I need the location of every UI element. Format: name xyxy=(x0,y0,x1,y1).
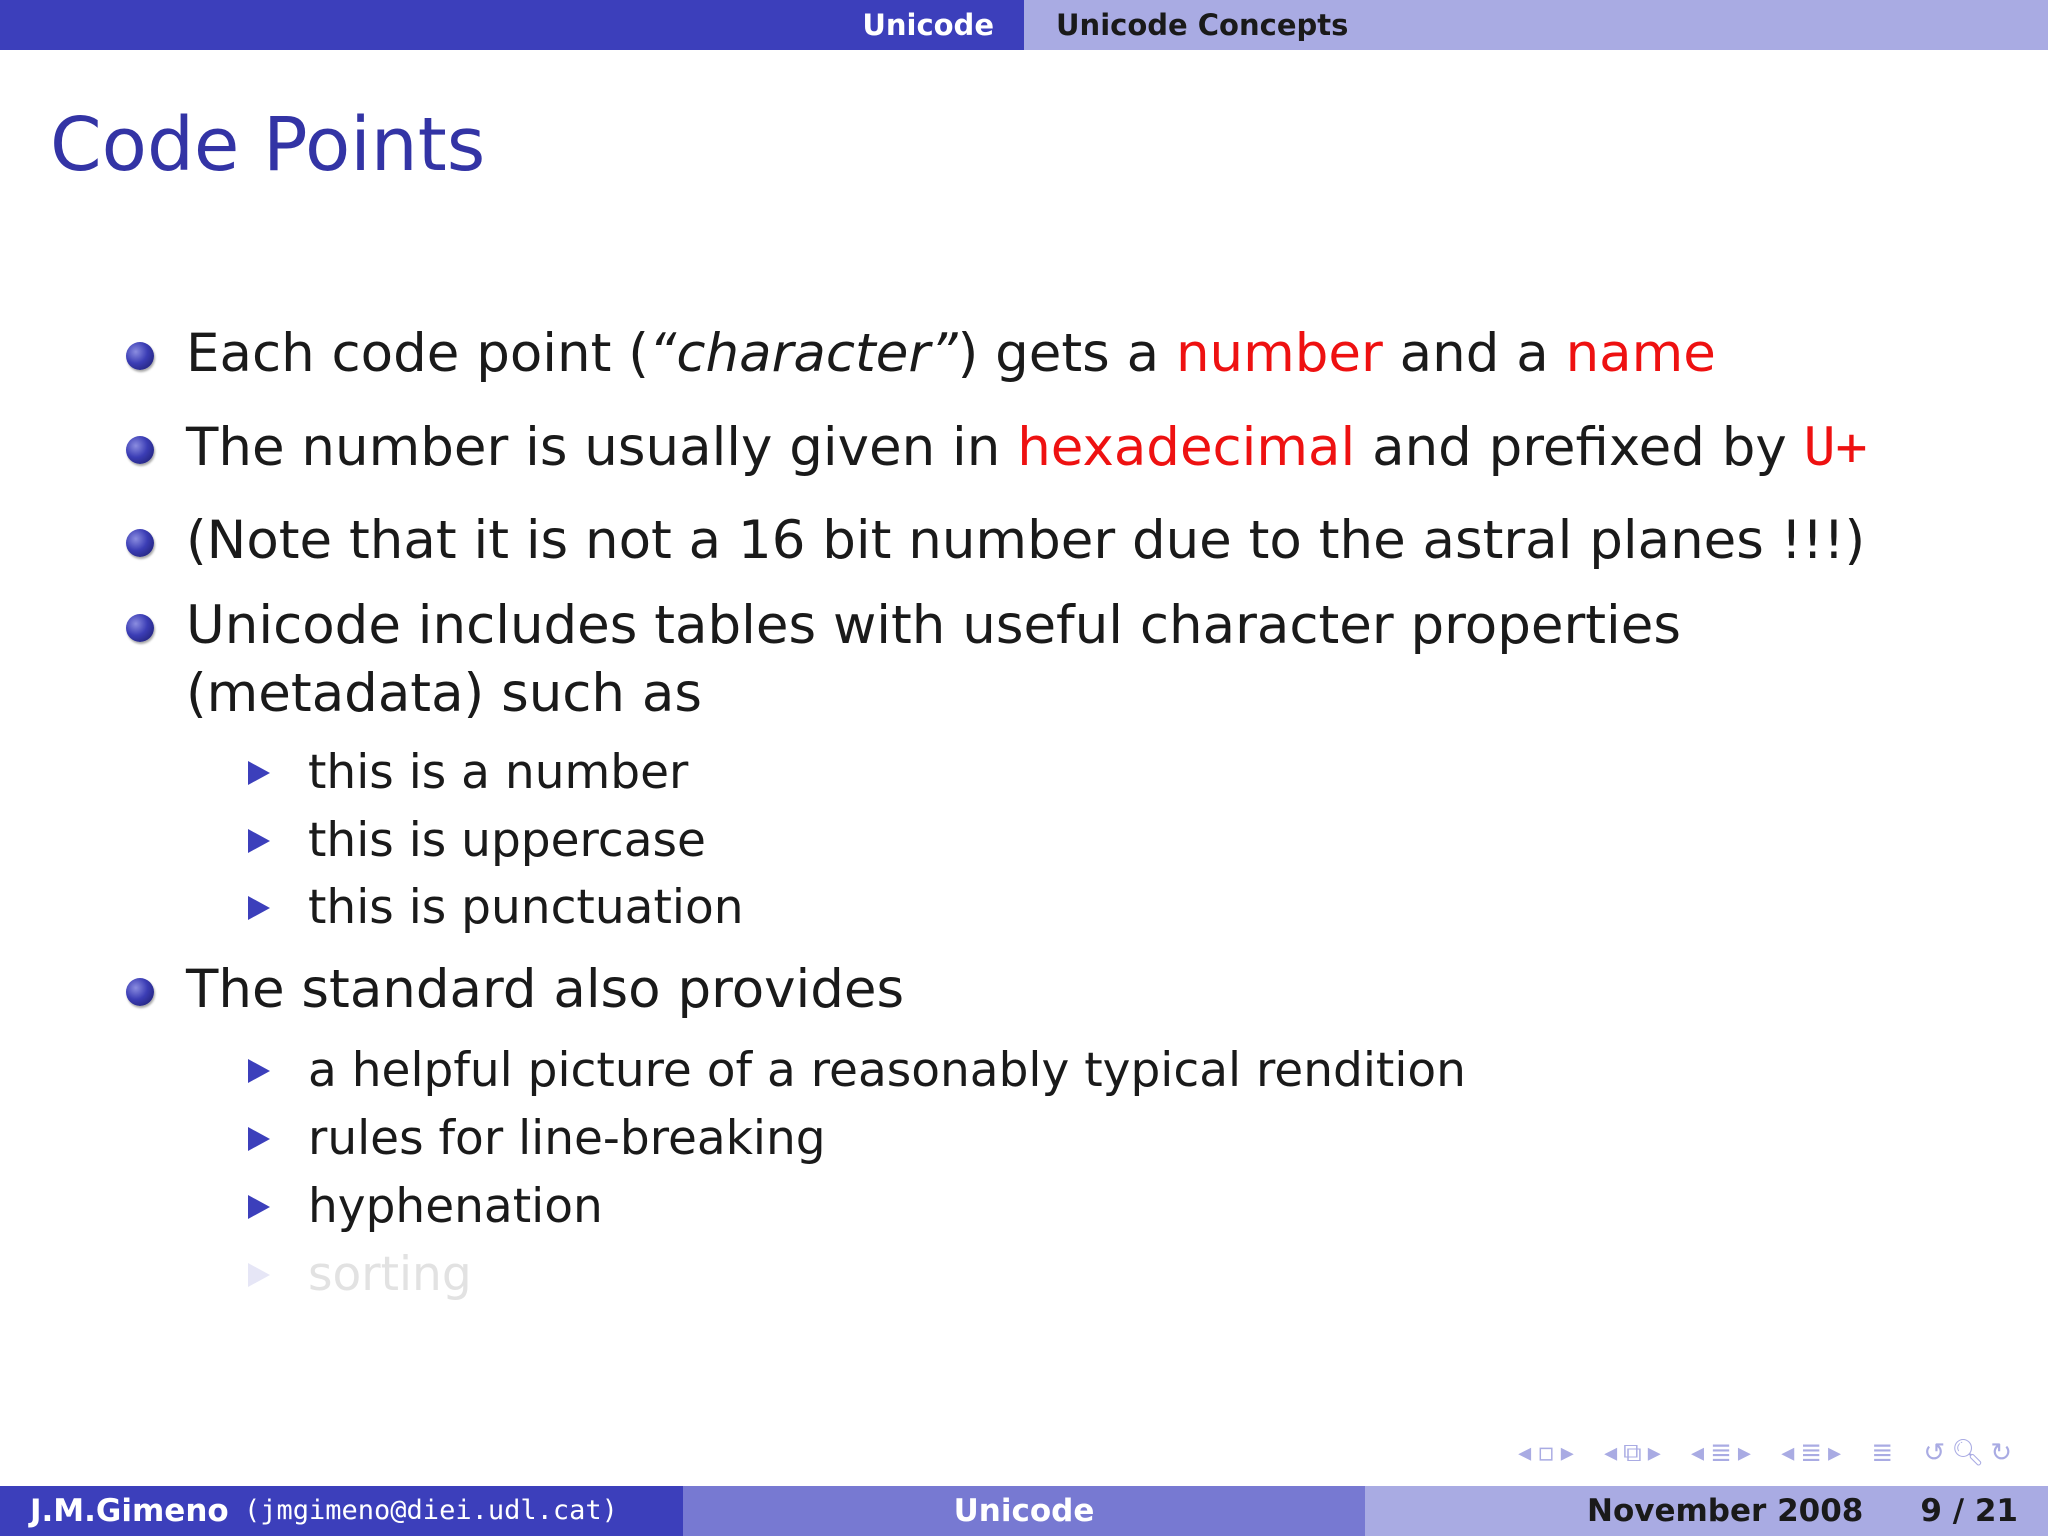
bullet-1-alert-number: number xyxy=(1175,323,1383,384)
footer-page-number: 9 / 21 xyxy=(1920,1493,2018,1529)
bullet-item-4: Unicode includes tables with useful character properties (metadata) such as xyxy=(186,595,1681,724)
sub-bullet-triangle-icon xyxy=(248,1195,270,1219)
bullet-ball-icon xyxy=(126,614,154,642)
bullet-ball-icon xyxy=(126,436,154,464)
bullet-item-3: (Note that it is not a 16 bit number due to the astral planes !!!) xyxy=(186,510,1866,571)
navigation-bar xyxy=(1508,1438,2018,1474)
bullet-ball-icon xyxy=(126,529,154,557)
nav-section-icon[interactable]: ◂≣▸ xyxy=(1691,1438,1757,1468)
sub-item: this is punctuation xyxy=(308,880,744,935)
bullet-1-alert-name: name xyxy=(1565,323,1716,384)
sub-bullet-triangle-icon xyxy=(248,829,270,853)
sub-item: this is a number xyxy=(308,745,689,800)
header-section[interactable]: Unicode xyxy=(862,8,994,42)
footer-author-area xyxy=(0,1486,683,1536)
sub-bullet-triangle-icon xyxy=(248,1127,270,1151)
header-bar xyxy=(0,0,2048,50)
sub-item: rules for line-breaking xyxy=(308,1111,826,1166)
header-subsection[interactable]: Unicode Concepts xyxy=(1056,8,1349,42)
bullet-ball-icon xyxy=(126,978,154,1006)
nav-frame-icon[interactable]: ◂▫▸ xyxy=(1518,1438,1580,1468)
header-subsection-area[interactable] xyxy=(1024,0,2048,50)
header-section-area[interactable] xyxy=(0,0,1024,50)
sub-item: this is uppercase xyxy=(308,813,706,868)
bullet-2-text-a: The number is usually given in xyxy=(186,417,1018,478)
footer-author: J.M.Gimeno xyxy=(30,1493,229,1529)
nav-subsection-icon[interactable]: ◂⧉▸ xyxy=(1604,1438,1667,1468)
footer-date: November 2008 xyxy=(1587,1493,1864,1529)
bullet-1-text-a: Each code point ( xyxy=(186,323,649,384)
nav-document-icon[interactable]: ≣ xyxy=(1871,1438,1900,1468)
bullet-item-5: The standard also provides xyxy=(186,959,905,1020)
footer-date-page-area xyxy=(1365,1486,2048,1536)
bullet-1-quote: “character” xyxy=(648,323,958,384)
bullet-2-alert-hex: hexadecimal xyxy=(1017,417,1356,478)
sub-bullet-triangle-icon xyxy=(248,1059,270,1083)
bullet-1-text-b: ) gets a xyxy=(957,323,1176,384)
footer-bar xyxy=(0,1486,2048,1536)
sub-item: hyphenation xyxy=(308,1179,603,1234)
nav-section-icon[interactable]: ◂≣▸ xyxy=(1781,1438,1848,1468)
sub-item: a helpful picture of a reasonably typical rendition xyxy=(308,1043,1466,1098)
sub-bullet-triangle-icon xyxy=(248,896,270,920)
footer-email: (jmgimeno@diei.udl.cat) xyxy=(244,1495,618,1526)
sub-bullet-triangle-icon xyxy=(248,761,270,785)
nav-search-icon[interactable]: ↺🔍︎↻ xyxy=(1923,1438,2018,1468)
sub-bullet-triangle-icon xyxy=(248,1263,270,1287)
bullet-ball-icon xyxy=(126,342,154,370)
bullet-item-1 xyxy=(186,320,1716,388)
sub-item-faded: sorting xyxy=(308,1247,472,1302)
bullet-1-text-c: and a xyxy=(1382,323,1566,384)
bullet-2-code-prefix: U+ xyxy=(1803,417,1868,478)
bullet-item-2 xyxy=(186,414,1867,482)
frame-title: Code Points xyxy=(50,102,486,188)
bullet-2-text-b: and prefixed by xyxy=(1355,417,1804,478)
footer-short-title: Unicode xyxy=(683,1486,1365,1536)
